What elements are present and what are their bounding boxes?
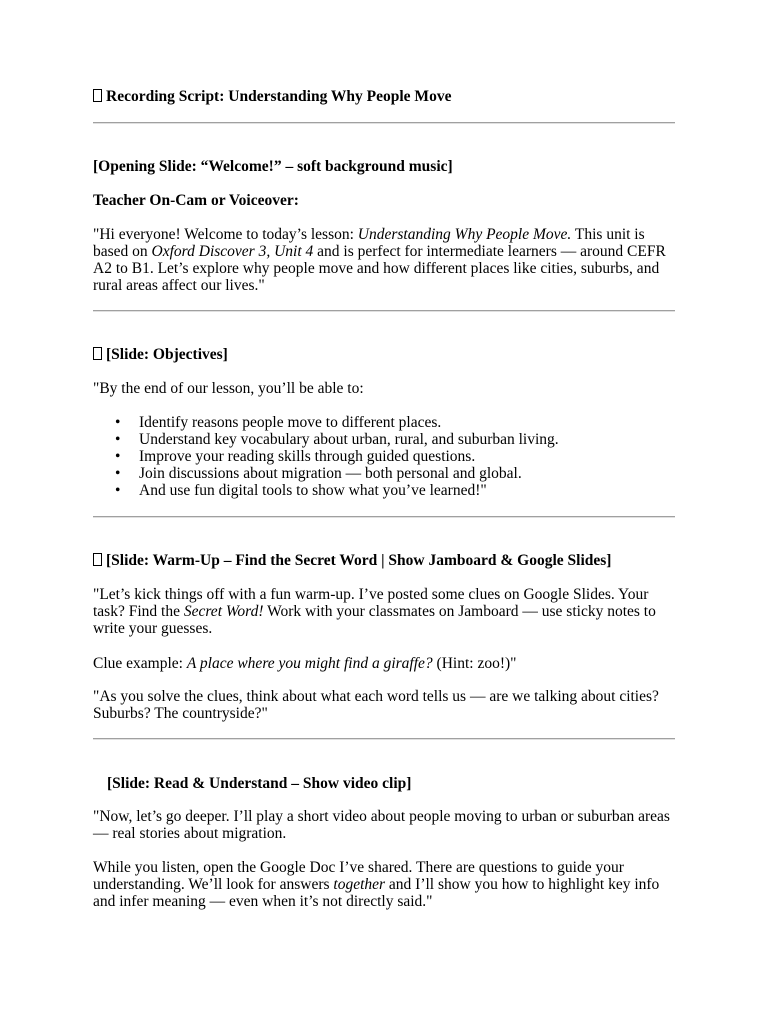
read-text-2: and I’ll show you how to highlight key info and infer meaning — even when it’s not directly said." [93, 876, 660, 910]
objectives-heading-text: [Slide: Objectives] [106, 346, 228, 363]
clue-example [93, 655, 675, 672]
missing-glyph-icon [93, 553, 102, 566]
warmup-heading [93, 552, 675, 570]
opening-text-1: "Hi everyone! Welcome to today’s lesson: [93, 226, 358, 243]
read-heading [93, 775, 675, 793]
warmup-paragraph [93, 586, 675, 637]
objectives-heading [93, 346, 675, 364]
missing-glyph-icon [93, 347, 102, 360]
warmup-text-1: "Let’s kick things off with a fun warm-up. I’ve posted some clues on Google Slides. Your task? Find the [93, 586, 649, 620]
list-item: • Understand key vocabulary about urban, rural, and suburban living. [93, 431, 675, 448]
read-paragraph-1: "Now, let’s go deeper. I’ll play a short video about people moving to urban or suburban areas — real stories about migration. [93, 808, 670, 842]
clue-hint: (Hint: zoo!)" [432, 655, 517, 672]
script-title-text: Recording Script: Understanding Why People Move [106, 88, 452, 105]
divider [93, 310, 675, 312]
read-text-1: While you listen, open the Google Doc I’ve shared. There are questions to guide your understanding. We’ll look for answers [93, 859, 624, 893]
warmup-secret-word: Secret Word! [183, 603, 264, 620]
opening-book-ref: Oxford Discover 3, Unit 4 [151, 243, 314, 260]
speaker-heading: Teacher On-Cam or Voiceover: [93, 192, 299, 209]
objectives-intro: "By the end of our lesson, you’ll be able to: [93, 380, 364, 397]
opening-paragraph [93, 226, 675, 294]
list-item: • Join discussions about migration — both personal and global. [93, 465, 675, 482]
list-item: • Improve your reading skills through guided questions. [93, 448, 675, 465]
divider [93, 122, 675, 124]
opening-lesson-title: Understanding Why People Move. [357, 226, 572, 243]
opening-slide-heading: [Opening Slide: “Welcome!” – soft background music] [93, 158, 453, 175]
list-item: • Identify reasons people move to different places. [93, 414, 675, 431]
opening-text-2: This unit is based on [93, 226, 645, 260]
opening-text-3: and is perfect for intermediate learners — around CEFR A2 to B1. Let’s explore why people move and how different places like cities, suburbs, and rural areas affect our lives." [93, 243, 666, 294]
divider [93, 738, 675, 740]
missing-glyph-icon [93, 89, 102, 102]
clue-question: A place where you might find a giraffe? [186, 655, 433, 672]
warmup-text-2: Work with your classmates on Jamboard — use sticky notes to write your guesses. [93, 603, 656, 637]
read-paragraph-2 [93, 859, 675, 910]
list-item: • And use fun digital tools to show what you’ve learned!" [93, 482, 675, 499]
read-heading-text: [Slide: Read & Understand – Show video clip] [107, 775, 412, 792]
warmup-reflection: "As you solve the clues, think about what each word tells us — are we talking about cities? Suburbs? The countryside?" [93, 688, 659, 722]
clue-label: Clue example: [93, 655, 187, 672]
read-emphasis: together [333, 876, 386, 893]
script-title [93, 88, 675, 106]
divider [93, 516, 675, 518]
objectives-list [93, 414, 675, 499]
warmup-heading-text: [Slide: Warm-Up – Find the Secret Word | Show Jamboard & Google Slides] [106, 552, 612, 569]
